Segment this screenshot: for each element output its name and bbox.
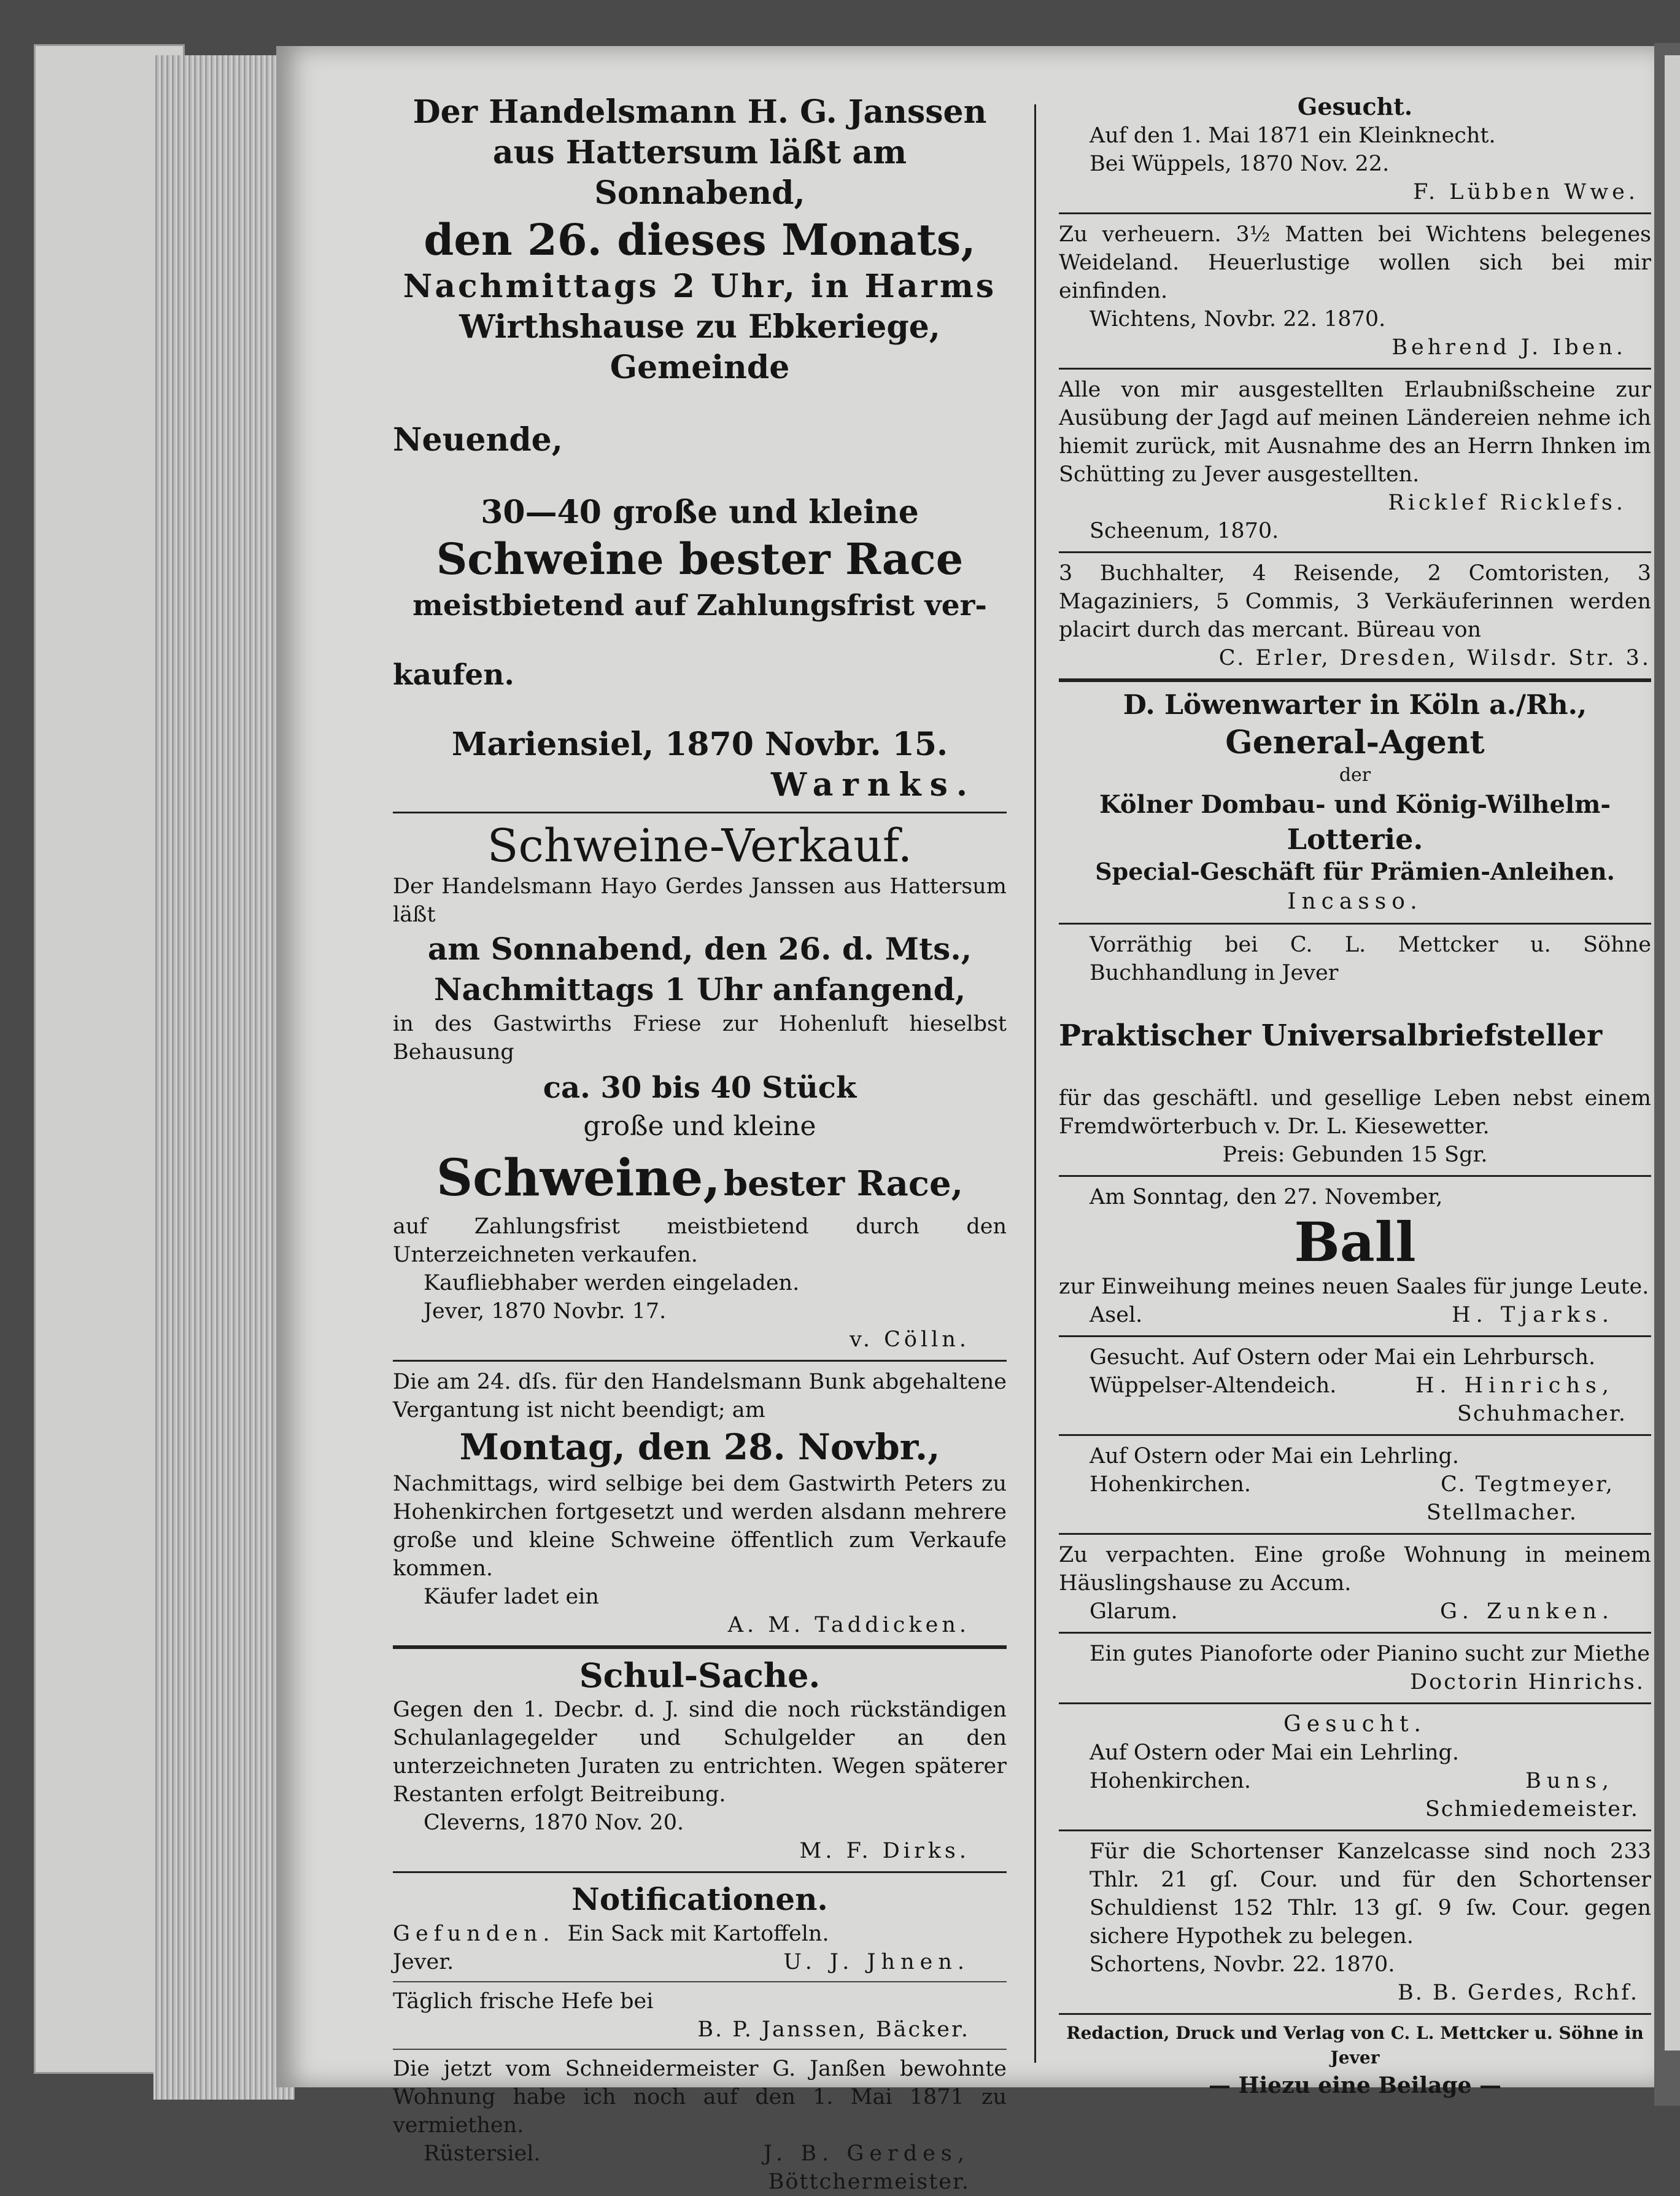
ad-signature: Behrend J. Iben.	[1392, 335, 1627, 360]
ad-text: zur Einweihung meines neuen Saales für junge Leute.	[1059, 1275, 1649, 1299]
found-row	[393, 1920, 1007, 1948]
found-signature: U. J. Jhnen.	[783, 1950, 970, 1974]
page-footer	[1059, 2021, 1651, 2101]
ad-line: Incasso.	[1287, 889, 1423, 914]
ad-line: der	[1339, 764, 1371, 786]
ad-line: Special-Geschäft für Prämien-Anleihen.	[1095, 858, 1615, 885]
verpachten-ad	[1059, 1541, 1651, 1626]
rule	[1059, 212, 1651, 214]
ad-signature: A. M. Taddicken.	[727, 1613, 970, 1637]
rule	[393, 812, 1007, 813]
ad-text: Der Handelsmann Hayo Gerdes Janssen aus Hattersum läßt	[393, 874, 1007, 927]
kanzel-ad	[1059, 1837, 1651, 2007]
rule	[1059, 1829, 1651, 1831]
ad-text: auf Zahlungsfrist meistbietend durch den Unterzeichneten verkaufen.	[393, 1214, 1007, 1267]
ad-text: Zu verheuern. 3½ Matten bei Wichtens belegenes Weideland. Heuerlustige wollen sich bei mir einfinden.	[1059, 222, 1651, 303]
signature-row	[1059, 1767, 1651, 1795]
ad-place: Hohenkirchen.	[1090, 1769, 1252, 1793]
ad-signature-title: Schuhmacher.	[1457, 1402, 1627, 1426]
rule	[1059, 1175, 1651, 1177]
ad-place: Rüstersiel.	[424, 2141, 541, 2166]
heading: Notificationen.	[571, 1881, 828, 1917]
ad-text: für das geschäftl. und gesellige Leben nebst einem Fremdwörterbuch v. Dr. L. Kiesewetter.	[1059, 1086, 1651, 1139]
imprint: Redaction, Druck und Verlag von C. L. Mettcker u. Söhne in Jever	[1066, 2023, 1644, 2068]
lehrbursch-ad	[1059, 1343, 1651, 1428]
rule	[1059, 368, 1651, 370]
ad-line: D. Löwenwarter in Köln a./Rh.,	[1123, 689, 1587, 721]
signature-row	[1059, 1597, 1651, 1626]
ad-line: aus Hattersum läßt am Sonnabend,	[492, 134, 907, 212]
ad-line: kaufen.	[393, 658, 514, 692]
rule	[1059, 678, 1651, 682]
found-text: Ein Sack mit Kartoffeln.	[567, 1922, 829, 1946]
found-place: Jever.	[393, 1950, 454, 1974]
ad-place: Wüppelser-Altendeich.	[1090, 1373, 1337, 1398]
ad-dateline: Cleverns, 1870 Nov. 20.	[424, 1810, 684, 1835]
ad-line: Der Handelsmann H. G. Janssen	[412, 93, 987, 131]
ad-text: 3 Buchhalter, 4 Reisende, 2 Comtoristen, 3 Magaziniers, 5 Commis, 3 Verkäuferinnen werden placirt durch das mercant. Büreau von	[1059, 561, 1651, 642]
ad-place: Hohenkirchen.	[1090, 1472, 1252, 1497]
ad-signature-title: Stellmacher.	[1426, 1500, 1577, 1525]
found-label: Gefunden.	[393, 1922, 555, 1946]
ad-animal-line	[393, 1149, 1007, 1208]
page-edges	[153, 55, 295, 2100]
ad-line: 30—40 große und kleine	[481, 494, 919, 531]
ad-price: Preis: Gebunden 15 Sgr.	[1222, 1143, 1488, 1167]
rule	[1059, 551, 1651, 553]
rule	[1059, 1702, 1651, 1704]
ad-title: Ball	[1294, 1210, 1416, 1274]
ad-dateline: Schortens, Novbr. 22. 1870.	[1090, 1952, 1395, 1977]
ad-text: Auf Ostern oder Mai ein Lehrling.	[1090, 1444, 1460, 1469]
rule	[1059, 1434, 1651, 1436]
ad-signature: Ricklef Ricklefs.	[1388, 491, 1627, 515]
ad-count: ca. 30 bis 40 Stück	[543, 1071, 857, 1105]
ad-text: Vorräthig bei C. L. Mettcker u. Söhne Buchhandlung in Jever	[1090, 933, 1651, 985]
bunk-ad	[393, 1368, 1007, 1639]
ad-dateline: Mariensiel, 1870 Novbr. 15.	[451, 726, 948, 763]
ad-text: Die am 24. dſs. für den Handelsmann Bunk abgehaltene Vergantung ist nicht beendigt; am	[393, 1370, 1007, 1422]
ad-text: in des Gastwirths Friese zur Hohenluft hieselbst Behausung	[393, 1012, 1007, 1065]
lotterie-ad	[1059, 688, 1651, 917]
ad-text: Gegen den 1. Decbr. d. J. sind die noch rückständigen Schulanlagegelder und Schulgelder an den unterzeichneten Juraten zu entrichten. Wegen späterer Restanten erfolgt Beitreibung.	[393, 1697, 1007, 1807]
ad-signature: B. B. Gerdes, Rchf.	[1397, 1981, 1639, 2005]
rule	[393, 1645, 1007, 1649]
rule	[1059, 1335, 1651, 1337]
heading: Schweine-Verkauf.	[487, 820, 913, 872]
ad-text: Die jetzt vom Schneidermeister G. Janßen bewohnte Wohnung habe ich noch auf den 1. Mai 1871 zu vermiethen.	[393, 2057, 1007, 2138]
buchhalter-ad	[1059, 559, 1651, 672]
signature-row	[1059, 1301, 1651, 1329]
rule	[393, 1871, 1007, 1873]
ad-signature-title: Schmiedemeister.	[1425, 1797, 1639, 1822]
ad-text: Alle von mir ausgestellten Erlaubnißscheine zur Ausübung der Jagd auf meinen Ländereien nehme ich hiemit zurück, mit Ausnahme des an Herrn Ihnken im Schütting zu Jever ausgestellten.	[1059, 378, 1651, 487]
ad-signature: M. F. Dirks.	[799, 1839, 970, 1863]
ad-signature: F. Lübben Wwe.	[1413, 180, 1639, 204]
ad-dateline: Jever, 1870 Novbr. 17.	[424, 1299, 667, 1324]
heading: Gesucht.	[1297, 93, 1413, 120]
left-column	[393, 92, 1007, 2196]
ad-line: Wirthshause zu Ebkeriege, Gemeinde	[459, 308, 940, 386]
ad-line: Kölner Dombau- und König-Wilhelm-	[1099, 790, 1611, 819]
right-column	[1059, 92, 1651, 2101]
gesucht-kleinknecht	[1059, 92, 1651, 206]
rule	[1059, 1533, 1651, 1535]
ad-line: General-Agent	[1225, 724, 1485, 761]
ad-signature: C. Tegtmeyer,	[1441, 1472, 1614, 1497]
ball-ad	[1059, 1183, 1651, 1329]
ad-text: Gesucht. Auf Ostern oder Mai ein Lehrbursch.	[1090, 1345, 1596, 1370]
ad-text: Für die Schortenser Kanzelcasse sind noch 233 Thlr. 21 gſ. Cour. und für den Schortenser Schuldienst 152 Thlr. 13 gſ. 9 ſw. Cour. gegen sichere Hypothek zu belegen.	[1090, 1839, 1651, 1949]
ad-place: Asel.	[1090, 1303, 1143, 1327]
heading: Gesucht.	[1283, 1712, 1426, 1737]
ad-line: Schweine bester Race	[436, 533, 964, 584]
ad-line: Nachmittags 2 Uhr, in Harms	[403, 268, 997, 305]
ad-text: Nachmittags, wird selbige bei dem Gastwirth Peters zu Hohenkirchen fortgesetzt und werden alsdann mehrere große und kleine Schweine öffentlich zum Verkaufe kommen.	[393, 1472, 1007, 1581]
next-page-edge	[1665, 55, 1680, 2051]
column-divider	[1034, 104, 1036, 2063]
ad-dateline: Bei Wüppels, 1870 Nov. 22.	[1090, 152, 1390, 176]
ad-signature: Warnks.	[770, 766, 976, 804]
ad-text: Täglich frische Hefe bei	[393, 1989, 654, 2014]
gesucht-lehrling	[1059, 1710, 1651, 1823]
verheuern-ad	[1059, 220, 1651, 362]
signature-row	[1059, 1372, 1651, 1400]
rule	[393, 2049, 1007, 2050]
ad-signature: Buns,	[1525, 1769, 1614, 1793]
lehrling-ad	[1059, 1442, 1651, 1527]
buch-ad	[1059, 931, 1651, 1169]
ad-text: Ein gutes Pianoforte oder Pianino sucht zur Miethe	[1090, 1642, 1650, 1666]
ad-signature: C. Erler, Dresden, Wilsdr. Str. 3.	[1218, 646, 1651, 670]
signature-row	[1059, 1470, 1651, 1499]
ad-text: Käufer ladet ein	[424, 1585, 599, 1609]
schul-sache	[393, 1655, 1007, 1865]
ad-dateline: Wichtens, Novbr. 22. 1870.	[1090, 307, 1386, 332]
ad-dateline: Scheenum, 1870.	[1090, 519, 1279, 543]
piano-ad	[1059, 1640, 1651, 1696]
ad-signature: v. Cölln.	[850, 1327, 970, 1352]
janssen-ad	[393, 92, 1007, 805]
ad-animal: Schweine,	[436, 1149, 721, 1208]
ad-kind: große und kleine	[583, 1111, 816, 1142]
heading: Schul-Sache.	[579, 1656, 821, 1695]
ad-text: Kaufliebhaber werden eingeladen.	[424, 1271, 800, 1295]
ad-line: den 26. dieses Monats,	[424, 214, 976, 265]
ad-line: Neuende,	[393, 421, 563, 459]
ad-signature: Doctorin Hinrichs.	[1410, 1670, 1645, 1694]
rule	[393, 1981, 1007, 1982]
ad-date: Am Sonntag, den 27. November,	[1090, 1185, 1443, 1209]
signature-row	[393, 2140, 1007, 2168]
found-row	[393, 1948, 1007, 1976]
ad-signature: H. Hinrichs,	[1415, 1373, 1614, 1398]
ad-text: Auf den 1. Mai 1871 ein Kleinknecht.	[1090, 123, 1496, 148]
ad-race: bester Race,	[723, 1163, 964, 1204]
ad-signature: J. B. Gerdes,	[763, 2141, 970, 2166]
notificationen	[393, 1879, 1007, 2196]
ad-signature-title: Böttchermeister.	[768, 2170, 970, 2194]
rule	[1059, 2013, 1651, 2015]
rule	[1059, 1632, 1651, 1634]
erlaubnis-ad	[1059, 376, 1651, 545]
ad-place: Glarum.	[1090, 1599, 1178, 1624]
rule	[1059, 923, 1651, 925]
ad-line: Lotterie.	[1287, 823, 1423, 856]
ad-text: Zu verpachten. Eine große Wohnung in meinem Häuslingshause zu Accum.	[1059, 1543, 1651, 1596]
ad-date: am Sonnabend, den 26. d. Mts.,	[427, 931, 972, 967]
rule	[393, 1360, 1007, 1362]
ad-text: Auf Ostern oder Mai ein Lehrling.	[1090, 1740, 1460, 1765]
ad-date: Montag, den 28. Novbr.,	[459, 1426, 940, 1468]
ad-signature: G. Zunken.	[1440, 1599, 1614, 1624]
ad-signature: H. Tjarks.	[1452, 1303, 1614, 1327]
ad-signature: B. P. Janssen, Bäcker.	[697, 2017, 970, 2042]
schweine-verkauf-ad	[393, 820, 1007, 1354]
beilage-note: — Hiezu eine Beilage —	[1208, 2073, 1502, 2098]
ad-line: meistbietend auf Zahlungsfrist ver-	[412, 589, 987, 623]
book-title: Praktischer Universalbriefsteller	[1059, 1018, 1603, 1053]
ad-time: Nachmittags 1 Uhr anfangend,	[433, 971, 966, 1007]
